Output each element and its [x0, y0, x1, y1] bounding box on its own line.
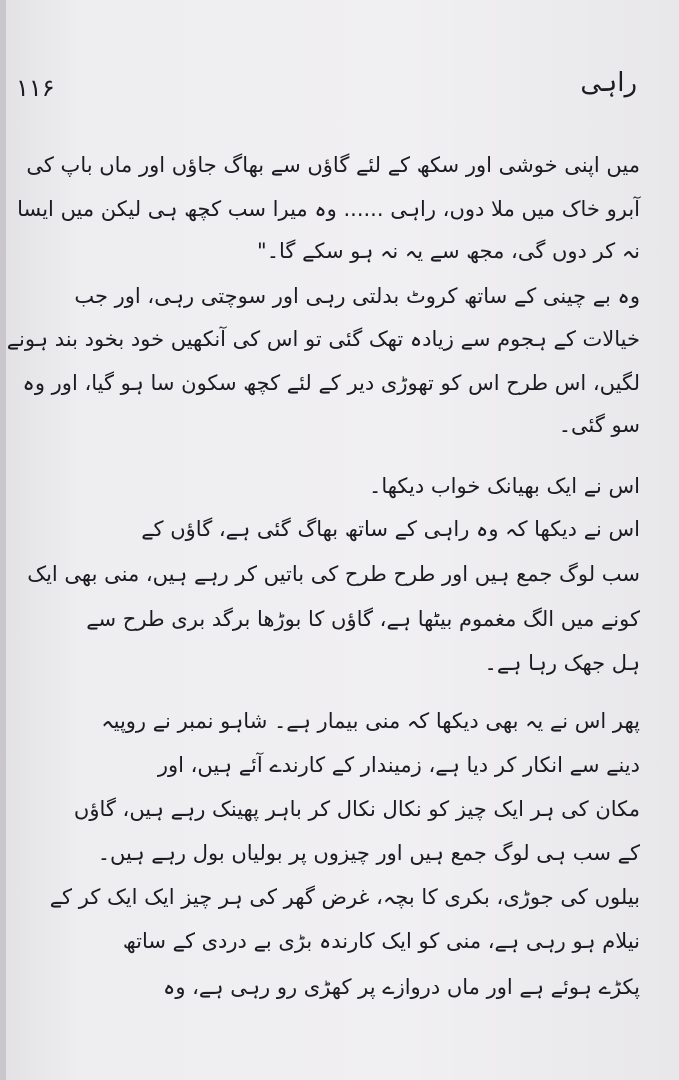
page-gutter: [0, 0, 6, 1080]
text-line: خیالات کے ہجوم سے زیادہ تھک گئی تو اس کی آنکھیں خود بخود بند ہونے: [6, 327, 640, 351]
text-line: ہل جھک رہا ہے۔: [484, 651, 640, 675]
text-line: بیلوں کی جوڑی، بکری کا بچہ، غرض گھر کی ہر چیز ایک ایک کر کے: [49, 885, 640, 909]
text-line: مکان کی ہر ایک چیز کو نکال نکال کر باہر پھینک رہے ہیں، گاؤں: [73, 797, 640, 821]
running-title: راہی: [580, 68, 637, 98]
text-line: نہ کر دوں گی، مجھ سے یہ نہ ہو سکے گا۔": [257, 239, 640, 263]
text-line: لگیں، اس طرح اس کو تھوڑی دیر کے لئے کچھ سکون سا ہو گیا، اور وہ: [22, 371, 640, 395]
text-line: وہ بے چینی کے ساتھ کروٹ بدلتی رہی اور سوچتی رہی، اور جب: [74, 284, 640, 308]
text-line: اس نے دیکھا کہ وہ راہی کے ساتھ بھاگ گئی ہے، گاؤں کے: [141, 517, 640, 541]
text-line: اس نے ایک بھیانک خواب دیکھا۔: [369, 474, 640, 498]
text-line: میں اپنی خوشی اور سکھ کے لئے گاؤں سے بھاگ جاؤں اور ماں باپ کی: [26, 153, 640, 177]
text-line: سب لوگ جمع ہیں اور طرح طرح کی باتیں کر رہے ہیں، منی بھی ایک: [27, 562, 640, 586]
text-line: آبرو خاک میں ملا دوں، راہی ...... وہ میرا سب کچھ ہی لیکن میں ایسا: [17, 197, 640, 221]
text-line: کونے میں الگ مغموم بیٹھا ہے، گاؤں کا بوڑھا برگد بری طرح سے: [86, 607, 640, 631]
page-number: ۱۱۶: [16, 74, 55, 102]
text-line: دینے سے انکار کر دیا ہے، زمیندار کے کارندے آئے ہیں، اور: [157, 753, 640, 777]
text-line: سو گئی۔: [558, 413, 640, 437]
text-line: کے سب ہی لوگ جمع ہیں اور چیزوں پر بولیاں بول رہے ہیں۔: [97, 841, 640, 865]
text-line: نیلام ہو رہی ہے، منی کو ایک کارندہ بڑی بے دردی کے ساتھ: [122, 929, 640, 953]
text-line: پکڑے ہوئے ہے اور ماں دروازے پر کھڑی رو رہی ہے، وہ: [163, 975, 640, 999]
text-line: پھر اس نے یہ بھی دیکھا کہ منی بیمار ہے۔ شاہو نمبر نے روپیہ: [101, 709, 640, 733]
